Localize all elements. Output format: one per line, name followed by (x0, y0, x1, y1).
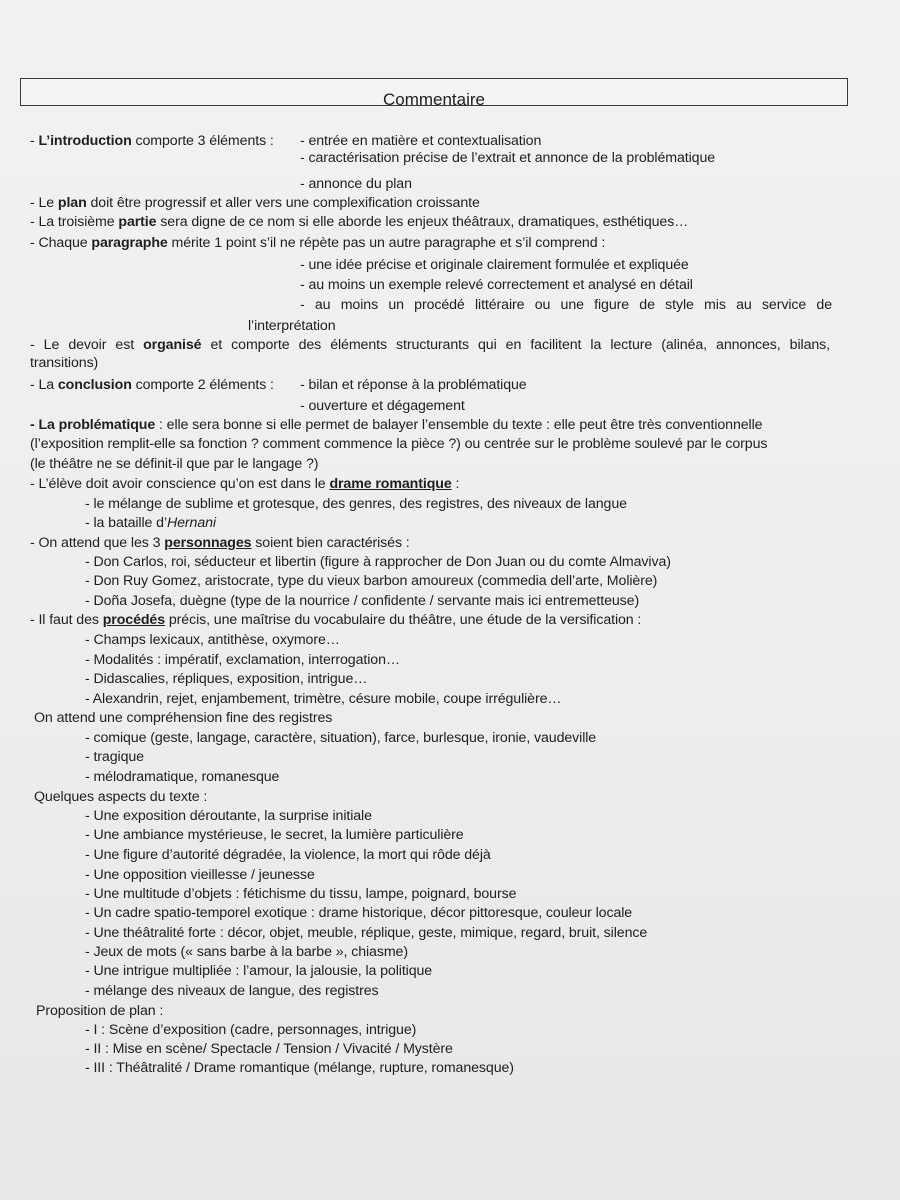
keyword-introduction: L’introduction (38, 133, 132, 149)
problematique-line3: (le théâtre ne se définit-il que par le langage ?) (30, 456, 319, 472)
problematique-prefix: - (30, 417, 39, 433)
partie-rule (30, 213, 688, 231)
partie-rule-prefix: - La troisième (30, 214, 119, 230)
intro-line (30, 132, 274, 150)
paragraphe-item-1: - une idée précise et originale clairement formulée et expliquée (300, 257, 689, 273)
keyword-conclusion: conclusion (57, 377, 132, 393)
paragraphe-item-2: - au moins un exemple relevé correctement et analysé en détail (300, 277, 693, 293)
aspect-item-4: - Une opposition vieillesse / jeunesse (85, 867, 315, 883)
personnage-item-3: - Doña Josefa, duègne (type de la nourrice / confidente / servante mais ici entremetteuse) (85, 593, 640, 609)
personnages-line (30, 534, 410, 552)
keyword-problematique: La problématique (38, 417, 156, 433)
aspect-item-9: - Une intrigue multipliée : l’amour, la jalousie, la politique (85, 963, 433, 979)
title-box (20, 78, 848, 109)
aspect-item-2: - Une ambiance mystérieuse, le secret, la lumière particulière (85, 827, 464, 843)
paragraphe-item-3: - au moins un procédé littéraire ou une figure de style mis au service de (300, 297, 832, 313)
aspect-item-7: - Une théâtralité forte : décor, objet, meuble, réplique, geste, mimique, regard, bruit, silence (85, 925, 648, 941)
problematique-text: : elle sera bonne si elle permet de balayer l’ensemble du texte : elle peut être très conventionnelle (155, 417, 763, 433)
aspect-item-5: - Une multitude d’objets : fétichisme du tissu, lampe, poignard, bourse (85, 886, 517, 902)
organise-rule-text: et comporte des éléments structurants qui en facilitent la lecture (alinéa, annonces, bilans, (201, 337, 830, 353)
proposition-item-2: - II : Mise en scène/ Spectacle / Tension / Vivacité / Mystère (85, 1041, 453, 1057)
partie-rule-text: sera digne de ce nom si elle aborde les enjeux théâtraux, dramatiques, esthétiques… (156, 214, 689, 230)
proposition-item-1: - I : Scène d’exposition (cadre, personnages, intrigue) (85, 1022, 417, 1038)
registre-item-3: - mélodramatique, romanesque (85, 769, 280, 785)
drame-item-1: - le mélange de sublime et grotesque, des genres, des registres, des niveaux de langue (85, 496, 627, 512)
conclusion-prefix: - La (30, 377, 58, 393)
intro-text: comporte 3 éléments : (131, 133, 274, 149)
aspects-heading: Quelques aspects du texte : (34, 789, 208, 805)
paragraphe-rule (30, 234, 605, 252)
personnages-prefix: - On attend que les 3 (30, 535, 165, 551)
plan-rule (30, 194, 480, 212)
conclusion-item-2: - ouverture et dégagement (300, 398, 465, 414)
keyword-drame-romantique: drame romantique (329, 476, 452, 492)
plan-rule-text: doit être progressif et aller vers une complexification croissante (86, 195, 480, 211)
keyword-personnages: personnages (164, 535, 252, 551)
procedes-text: précis, une maîtrise du vocabulaire du théâtre, une étude de la versification : (165, 612, 642, 628)
paragraphe-continuation: l’interprétation (248, 318, 336, 334)
drame-suffix: : (451, 476, 460, 492)
aspect-item-1: - Une exposition déroutante, la surprise initiale (85, 808, 372, 824)
drame-item-2 (85, 514, 216, 532)
keyword-organise: organisé (143, 337, 202, 353)
bullet: - (30, 133, 39, 149)
procede-item-4: - Alexandrin, rejet, enjambement, trimètre, césure mobile, coupe irrégulière… (85, 691, 562, 707)
drame-line (30, 475, 459, 493)
page-title: Commentaire (382, 90, 486, 109)
conclusion-item-1: - bilan et réponse à la problématique (300, 377, 527, 393)
paragraphe-rule-text: mérite 1 point s’il ne répète pas un autre paragraphe et s’il comprend : (167, 235, 606, 251)
intro-item-2: - caractérisation précise de l’extrait et annonce de la problématique (300, 150, 716, 166)
conclusion-line (30, 376, 274, 394)
keyword-paragraphe: paragraphe (91, 235, 168, 251)
aspect-item-3: - Une figure d’autorité dégradée, la violence, la mort qui rôde déjà (85, 847, 491, 863)
procede-item-1: - Champs lexicaux, antithèse, oxymore… (85, 632, 340, 648)
problematique-line2: (l’exposition remplit-elle sa fonction ? comment commence la pièce ?) ou centrée sur le problème soulevé par le corpus (30, 436, 768, 452)
problematique-line1 (30, 416, 762, 434)
registre-item-1: - comique (geste, langage, caractère, situation), farce, burlesque, ironie, vaudeville (85, 730, 597, 746)
keyword-plan: plan (57, 195, 87, 211)
aspect-item-6: - Un cadre spatio-temporel exotique : drame historique, décor pittoresque, couleur locale (85, 905, 633, 921)
registre-item-2: - tragique (85, 749, 144, 765)
procedes-prefix: - Il faut des (30, 612, 103, 628)
organise-rule-line2: transitions) (30, 355, 99, 371)
hernani-title: Hernani (167, 515, 216, 531)
procede-item-3: - Didascalies, répliques, exposition, intrigue… (85, 671, 368, 687)
drame-prefix: - L’élève doit avoir conscience qu’on est dans le (30, 476, 330, 492)
organise-rule-prefix: - Le devoir est (30, 337, 144, 353)
personnage-item-1: - Don Carlos, roi, séducteur et libertin (figure à rapprocher de Don Juan ou du comte Almaviva) (85, 554, 671, 570)
conclusion-text: comporte 2 éléments : (131, 377, 274, 393)
procedes-line (30, 611, 641, 629)
registres-heading: On attend une compréhension fine des registres (34, 710, 333, 726)
paragraphe-rule-prefix: - Chaque (30, 235, 92, 251)
intro-item-3: - annonce du plan (300, 176, 412, 192)
keyword-partie: partie (118, 214, 157, 230)
proposition-item-3: - III : Théâtralité / Drame romantique (mélange, rupture, romanesque) (85, 1060, 514, 1076)
bataille-text: - la bataille d’ (85, 515, 167, 531)
intro-item-1: - entrée en matière et contextualisation (300, 133, 542, 149)
aspect-item-8: - Jeux de mots (« sans barbe à la barbe », chiasme) (85, 944, 408, 960)
plan-rule-prefix: - Le (30, 195, 58, 211)
aspect-item-10: - mélange des niveaux de langue, des registres (85, 983, 379, 999)
procede-item-2: - Modalités : impératif, exclamation, interrogation… (85, 652, 400, 668)
keyword-procedes: procédés (102, 612, 166, 628)
personnages-text: soient bien caractérisés : (251, 535, 410, 551)
proposition-heading: Proposition de plan : (36, 1003, 164, 1019)
personnage-item-2: - Don Ruy Gomez, aristocrate, type du vieux barbon amoureux (commedia dell’arte, Molière) (85, 573, 658, 589)
organise-rule (30, 336, 830, 354)
